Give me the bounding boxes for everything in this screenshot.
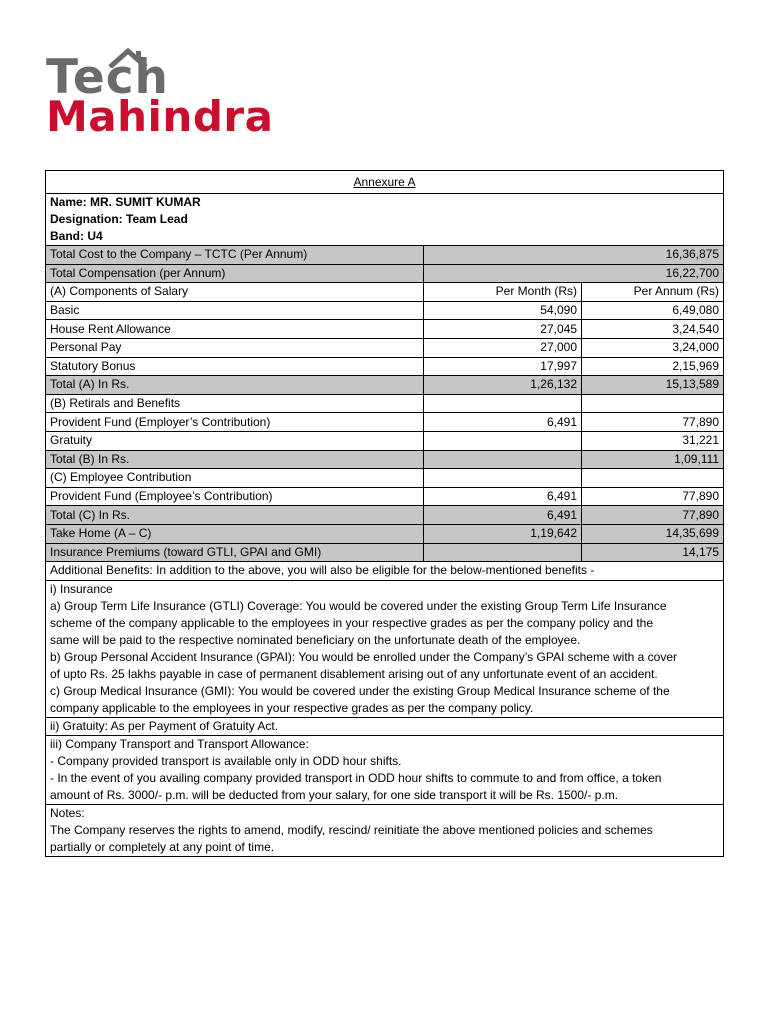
insurance-premiums-annum: 14,175 [582, 543, 724, 562]
employee-name: Name: MR. SUMIT KUMAR [50, 195, 201, 209]
text-line: i) Insurance [50, 581, 113, 596]
total-b-row [46, 450, 724, 469]
ctc-row [46, 246, 724, 265]
employee-designation: Designation: Team Lead [50, 212, 188, 226]
take-home-row [46, 524, 724, 543]
row-label: Gratuity [46, 431, 424, 450]
insurance-premiums-row [46, 543, 724, 562]
row-month: 27,000 [424, 338, 582, 357]
insurance-premiums-label: Insurance Premiums (toward GTLI, GPAI and GMI) [46, 543, 424, 562]
total-a-annum: 15,13,589 [582, 376, 724, 395]
employee-band: Band: U4 [50, 229, 103, 243]
text-line: b) Group Personal Accident Insurance (GPAI): You would be enrolled under the Company’s GPAI scheme with a cover [50, 649, 678, 664]
section-a-header-row [46, 283, 724, 302]
text-line: a) Group Term Life Insurance (GTLI) Coverage: You would be covered under the existing Group Term Life Insurance [50, 598, 667, 613]
row-label: Personal Pay [46, 338, 424, 357]
section-c-label: (C) Employee Contribution [46, 469, 424, 488]
table-row [46, 487, 724, 506]
take-home-month: 1,19,642 [424, 524, 582, 543]
text-line: company applicable to the employees in your respective grades as per the company policy. [50, 700, 534, 715]
row-label: Provident Fund (Employee’s Contribution) [46, 487, 424, 506]
row-month: 6,491 [424, 487, 582, 506]
logo-mahindra-text: Mahindra [46, 92, 274, 141]
notes-block-row [46, 805, 724, 857]
section-b-label: (B) Retirals and Benefits [46, 394, 424, 413]
row-label: Basic [46, 301, 424, 320]
table-row [46, 301, 724, 320]
additional-benefits-text: Additional Benefits: In addition to the above, you will also be eligible for the below-mentioned benefits - [46, 562, 724, 581]
ctc-label: Total Cost to the Company – TCTC (Per Annum) [46, 246, 424, 265]
text-line: scheme of the company applicable to the employees in your respective grades as per the company policy and the [50, 615, 654, 630]
compensation-value: 16,22,700 [424, 264, 724, 283]
row-annum: 77,890 [582, 413, 724, 432]
total-c-annum: 77,890 [582, 506, 724, 525]
col-per-annum-header: Per Annum (Rs) [582, 283, 724, 302]
ctc-value: 16,36,875 [424, 246, 724, 265]
insurance-block [46, 580, 724, 717]
section-c-header-row [46, 469, 724, 488]
section-b-header-row [46, 394, 724, 413]
row-annum: 31,221 [582, 431, 724, 450]
total-a-label: Total (A) In Rs. [46, 376, 424, 395]
total-c-month: 6,491 [424, 506, 582, 525]
total-b-month [424, 450, 582, 469]
text-line: iii) Company Transport and Transport Allowance: [50, 737, 309, 752]
text-line: same will be paid to the respective nominated beneficiary on the unfortunate death of the employee. [50, 632, 581, 647]
text-line: - In the event of you availing company provided transport in ODD hour shifts to commute to and from office, a token [50, 771, 662, 786]
section-a-label: (A) Components of Salary [46, 283, 424, 302]
row-month: 6,491 [424, 413, 582, 432]
tech-mahindra-logo [46, 48, 302, 144]
row-annum: 3,24,540 [582, 320, 724, 339]
row-month: 27,045 [424, 320, 582, 339]
text-line: partially or completely at any point of time. [50, 840, 275, 855]
total-c-label: Total (C) In Rs. [46, 506, 424, 525]
annexure-title: Annexure A [353, 174, 416, 189]
total-c-row [46, 506, 724, 525]
total-b-annum: 1,09,111 [582, 450, 724, 469]
additional-benefits-row [46, 562, 724, 581]
insurance-block-row [46, 580, 724, 717]
text-line: Notes: [50, 806, 85, 821]
take-home-annum: 14,35,699 [582, 524, 724, 543]
text-line: amount of Rs. 3000/- p.m. will be deducted from your salary, for one side transport it will be Rs. 1500/- p.m. [50, 788, 619, 803]
row-annum: 2,15,969 [582, 357, 724, 376]
text-line: c) Group Medical Insurance (GMI): You would be covered under the existing Group Medical Insurance scheme of the [50, 683, 670, 698]
col-per-month-header: Per Month (Rs) [424, 283, 582, 302]
employee-details [46, 194, 724, 246]
row-month: 17,997 [424, 357, 582, 376]
row-label: House Rent Allowance [46, 320, 424, 339]
annexure-table [45, 170, 724, 857]
logo-tech-text: Tech [46, 50, 170, 105]
take-home-label: Take Home (A – C) [46, 524, 424, 543]
row-annum: 6,49,080 [582, 301, 724, 320]
transport-block [46, 736, 724, 805]
text-line: of upto Rs. 25 lakhs payable in case of permanent disablement arising out of any unfortunate event of an accident. [50, 666, 658, 681]
compensation-label: Total Compensation (per Annum) [46, 264, 424, 283]
row-label: Provident Fund (Employer’s Contribution) [46, 413, 424, 432]
gratuity-note: ii) Gratuity: As per Payment of Gratuity Act. [46, 717, 724, 736]
total-a-row [46, 376, 724, 395]
transport-block-row [46, 736, 724, 805]
annexure-title-cell [46, 171, 724, 194]
table-row [46, 413, 724, 432]
notes-block [46, 805, 724, 857]
text-line: - Company provided transport is available only in ODD hour shifts. [50, 754, 402, 769]
row-annum: 3,24,000 [582, 338, 724, 357]
row-annum: 77,890 [582, 487, 724, 506]
compensation-row [46, 264, 724, 283]
row-month [424, 431, 582, 450]
row-month: 54,090 [424, 301, 582, 320]
table-row [46, 357, 724, 376]
table-row [46, 338, 724, 357]
table-row [46, 320, 724, 339]
gratuity-note-row [46, 717, 724, 736]
total-a-month: 1,26,132 [424, 376, 582, 395]
total-b-label: Total (B) In Rs. [46, 450, 424, 469]
text-line: The Company reserves the rights to amend, modify, rescind/ reinitiate the above mentioned policies and schemes [50, 823, 653, 838]
row-label: Statutory Bonus [46, 357, 424, 376]
table-row [46, 431, 724, 450]
